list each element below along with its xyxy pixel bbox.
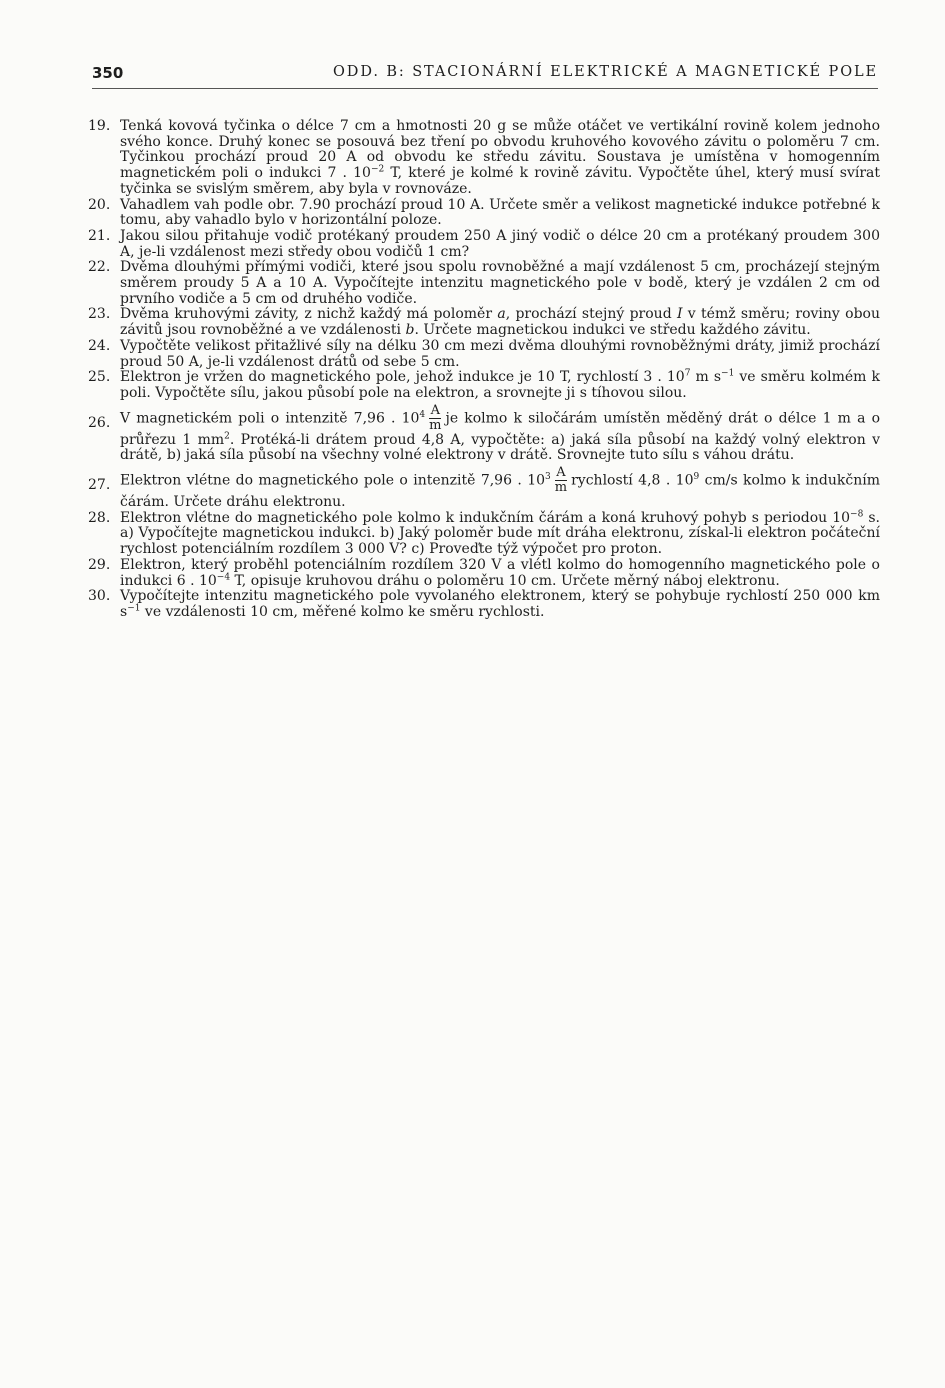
- superscript: −1: [721, 368, 735, 379]
- problem-19: [88, 119, 880, 198]
- problem-text: T, opisuje kruhovou dráhu o poloměru 10 cm. Určete měrný náboj elektronu.: [230, 572, 780, 589]
- superscript: −8: [850, 509, 864, 520]
- fraction-denominator: m: [429, 417, 442, 433]
- unit-fraction: [555, 466, 567, 495]
- problem-text: v témž směru; roviny obou závitů jsou rovnoběžné a ve vzdálenosti: [120, 306, 880, 339]
- page-number: 350: [92, 64, 124, 82]
- fraction-numerator: A: [556, 465, 566, 481]
- problem-text: cm/s kolmo k indukčním čárám. Určete dráhu elektronu.: [120, 472, 880, 511]
- problem-28: [88, 511, 880, 558]
- problem-26: [88, 404, 880, 464]
- problem-text: V magnetickém poli o intenzitě 7,96 . 10: [120, 410, 420, 427]
- problem-29: [88, 558, 880, 589]
- superscript: 4: [419, 409, 426, 420]
- problem-text: Tenká kovová tyčinka o délce 7 cm a hmotnosti 20 g se může otáčet ve vertikální rovině kolem jednoho svého konce. Druhý konec se posouvá bez tření po obvodu kruhového kovového závitu o poloměru 7 cm. Tyčinkou prochází proud 20 A od obvodu ke středu závitu. Soustava je umístěna v homogenním magnetickém poli o indukci 7 . 10: [120, 118, 880, 182]
- problem-text: . Určete magnetickou indukci ve středu každého závitu.: [414, 322, 811, 339]
- problem-text: m s: [690, 369, 722, 386]
- superscript: 2: [224, 431, 230, 441]
- problem-text: rychlostí 4,8 . 10: [571, 472, 694, 489]
- problem-number: 22.: [88, 259, 111, 276]
- problem-text: T, které je kolmé k rovině závitu. Vypočtěte úhel, který musí svírat tyčinka se svislým směrem, aby byla v rovnováze.: [120, 165, 881, 197]
- problem-20: [88, 198, 880, 229]
- problem-number: 20.: [88, 196, 111, 213]
- problem-number: 21.: [88, 227, 111, 244]
- problem-27: [88, 466, 880, 511]
- problem-text: Vahadlem vah podle obr. 7.90 prochází proud 10 A. Určete směr a velikost magnetické indukce potřebné k tomu, aby vahadlo bylo v horizontální poloze.: [120, 196, 880, 229]
- running-head: ODD. B: STACIONÁRNÍ ELEKTRICKÉ A MAGNETICKÉ POLE: [333, 64, 878, 80]
- problem-text: Vypočtěte velikost přitažlivé síly na délku 30 cm mezi dvěma dlouhými rovnoběžnými dráty, jimiž prochází proud 50 A, je-li vzdálenost drátů od sebe 5 cm.: [120, 337, 880, 370]
- problem-25: [88, 370, 880, 401]
- problem-number: 27.: [88, 477, 111, 494]
- problem-text: , prochází stejný proud: [505, 306, 677, 323]
- variable-b: b: [405, 322, 415, 339]
- fraction-denominator: m: [554, 480, 568, 496]
- problem-text: Vypočítejte intenzitu magnetického pole vyvolaného elektronem, který se pohybuje rychlostí 250 000 km s: [120, 588, 880, 620]
- superscript: −1: [127, 603, 141, 614]
- problem-number: 25.: [88, 369, 111, 386]
- problem-number: 23.: [88, 306, 111, 323]
- problem-21: [88, 229, 880, 260]
- variable-a: a: [497, 306, 506, 323]
- problem-text: Elektron je vržen do magnetického pole, jehož indukce je 10 T, rychlostí 3 . 10: [120, 369, 685, 386]
- problem-number: 26.: [88, 414, 111, 431]
- problem-text: Elektron vlétne do magnetického pole o intenzitě 7,96 . 10: [120, 472, 546, 489]
- problem-number: 29.: [88, 556, 111, 573]
- superscript: −2: [370, 164, 385, 175]
- problem-24: [88, 339, 880, 370]
- superscript: 9: [693, 471, 700, 482]
- unit-fraction: [429, 404, 441, 433]
- problem-number: 24.: [88, 337, 111, 354]
- problem-text: ve vzdálenosti 10 cm, měřené kolmo ke směru rychlosti.: [140, 603, 545, 620]
- problem-30: [88, 589, 880, 620]
- problem-22: [88, 260, 880, 307]
- problem-text: Dvěma kruhovými závity, z nichž každý má poloměr: [120, 306, 498, 323]
- problem-number: 30.: [88, 588, 111, 605]
- page-header: [92, 62, 878, 89]
- problem-text: Dvěma dlouhými přímými vodiči, které jsou spolu rovnoběžné a mají vzdálenost 5 cm, procházejí stejným směrem proudy 5 A a 10 A. Vypočítejte intenzitu magnetického pole v bodě, který je vzdálen 2 cm od prvního vodiče a 5 cm od druhého vodiče.: [120, 259, 880, 307]
- problem-text: . Protéká-li drátem proud 4,8 A, vypočtěte: a) jaká síla působí na každý volný elektron v drátě, b) jaká síla působí na všechny volné elektrony v drátě. Srovnejte tuto sílu s váhou drátu.: [120, 431, 880, 464]
- problem-text: Elektron vlétne do magnetického pole kolmo k indukčním čárám a koná kruhový pohyb s periodou 10: [120, 509, 851, 526]
- problem-text: je kolmo k siločárám umístěn měděný drát o délce 1 m a o průřezu 1 mm: [120, 410, 880, 448]
- problem-text: ve směru kolmém k poli. Vypočtěte sílu, jakou působí pole na elektron, a srovnejte ji s tíhovou silou.: [120, 369, 880, 401]
- problem-text: Elektron, který proběhl potenciálním rozdílem 320 V a vlétl kolmo do homogenního magnetického pole o indukci 6 . 10: [120, 556, 880, 589]
- problem-number: 28.: [88, 509, 111, 526]
- superscript: 3: [545, 471, 551, 482]
- problem-23: [88, 307, 880, 338]
- superscript: 7: [684, 368, 691, 379]
- problem-text: s. a) Vypočítejte magnetickou indukci. b) Jaký poloměr bude mít dráha elektronu, získal-li elektron počáteční rychlost potenciálním rozdílem 3 000 V? c) Proveďte týž výpočet pro proton.: [120, 509, 880, 558]
- fraction-numerator: A: [430, 402, 441, 418]
- superscript: −4: [216, 571, 231, 582]
- problem-list: [88, 119, 880, 621]
- problem-number: 19.: [88, 118, 111, 134]
- variable-i: I: [676, 306, 683, 323]
- problem-text: Jakou silou přitahuje vodič protékaný proudem 250 A jiný vodič o délce 20 cm a protékaný proudem 300 A, je-li vzdálenost mezi středy obou vodičů 1 cm?: [120, 227, 880, 260]
